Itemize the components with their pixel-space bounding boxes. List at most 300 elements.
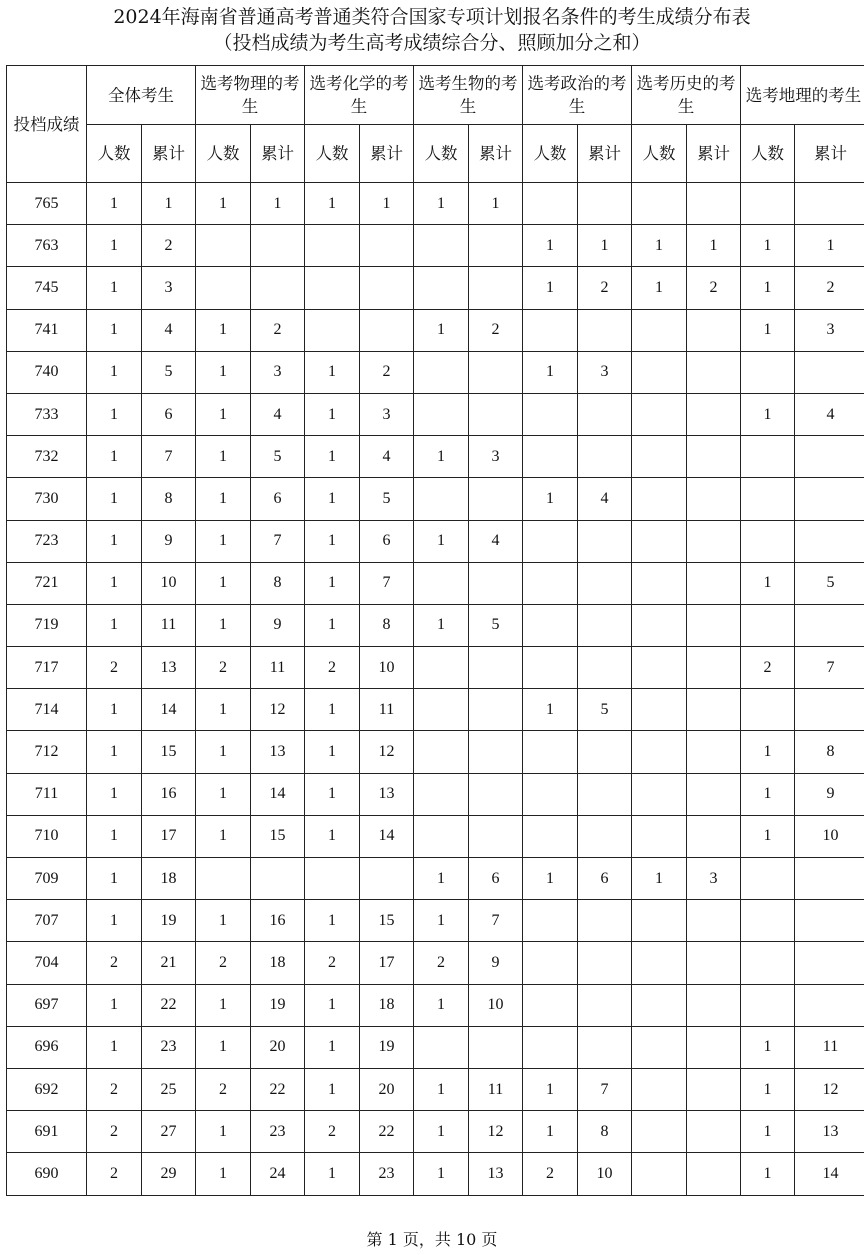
count-cell (414, 225, 469, 267)
count-cell: 1 (741, 731, 795, 773)
count-cell (305, 858, 360, 900)
cumulative-cell (578, 436, 632, 478)
count-cell (196, 225, 251, 267)
score-cell: 690 (7, 1153, 87, 1195)
cumulative-cell (578, 520, 632, 562)
cumulative-cell: 3 (687, 858, 741, 900)
cumulative-cell: 2 (687, 267, 741, 309)
score-cell: 723 (7, 520, 87, 562)
count-cell: 1 (741, 1068, 795, 1110)
count-cell (741, 858, 795, 900)
cumulative-cell: 3 (795, 309, 864, 351)
count-cell: 2 (414, 942, 469, 984)
count-cell: 1 (196, 773, 251, 815)
cumulative-cell: 10 (142, 562, 196, 604)
cumulative-cell: 9 (251, 604, 305, 646)
cumulative-cell (360, 267, 414, 309)
count-cell (196, 267, 251, 309)
cumulative-cell: 2 (469, 309, 523, 351)
count-cell: 1 (87, 520, 142, 562)
count-cell: 1 (414, 1068, 469, 1110)
cumulative-cell (578, 942, 632, 984)
count-cell: 1 (305, 1068, 360, 1110)
cumulative-cell: 1 (578, 225, 632, 267)
cumulative-cell (251, 267, 305, 309)
title-line-2: （投档成绩为考生高考成绩综合分、照顾加分之和） (213, 32, 651, 54)
cumulative-cell: 2 (251, 309, 305, 351)
count-cell (523, 731, 578, 773)
count-cell: 1 (196, 604, 251, 646)
cumulative-cell (795, 351, 864, 393)
cumulative-cell (469, 731, 523, 773)
cumulative-cell (687, 731, 741, 773)
cumulative-cell: 22 (360, 1111, 414, 1153)
cumulative-cell (360, 225, 414, 267)
count-cell: 1 (87, 225, 142, 267)
count-cell: 1 (196, 731, 251, 773)
cumulative-cell (687, 815, 741, 857)
document-title (0, 4, 864, 56)
count-cell: 1 (87, 351, 142, 393)
table-row (7, 520, 864, 562)
count-cell: 2 (196, 1068, 251, 1110)
cumulative-cell (469, 393, 523, 435)
cumulative-cell: 4 (142, 309, 196, 351)
cumulative-cell: 1 (251, 183, 305, 225)
cumulative-cell: 3 (469, 436, 523, 478)
count-cell: 1 (305, 689, 360, 731)
score-cell: 732 (7, 436, 87, 478)
cumulative-cell (469, 689, 523, 731)
count-cell: 1 (741, 309, 795, 351)
count-cell: 2 (87, 647, 142, 689)
count-cell: 1 (196, 309, 251, 351)
cumulative-cell: 11 (360, 689, 414, 731)
cumulative-cell: 3 (142, 267, 196, 309)
cumulative-column-header: 累计 (251, 125, 305, 183)
count-cell (632, 647, 687, 689)
cumulative-cell (795, 436, 864, 478)
cumulative-cell: 13 (251, 731, 305, 773)
cumulative-cell: 1 (469, 183, 523, 225)
count-cell (632, 562, 687, 604)
score-cell: 704 (7, 942, 87, 984)
count-cell (741, 351, 795, 393)
count-cell: 1 (414, 900, 469, 942)
count-cell (414, 647, 469, 689)
cumulative-cell: 23 (142, 1026, 196, 1068)
cumulative-cell: 5 (142, 351, 196, 393)
header-row-subcolumns (7, 125, 864, 183)
count-cell (632, 1153, 687, 1195)
count-cell (632, 942, 687, 984)
cumulative-cell (687, 1111, 741, 1153)
count-column-header: 人数 (741, 125, 795, 183)
count-cell (632, 478, 687, 520)
cumulative-cell: 11 (142, 604, 196, 646)
cumulative-cell (578, 1026, 632, 1068)
count-cell: 1 (305, 815, 360, 857)
cumulative-cell: 29 (142, 1153, 196, 1195)
cumulative-cell: 10 (469, 984, 523, 1026)
cumulative-cell (687, 520, 741, 562)
count-cell: 2 (196, 647, 251, 689)
cumulative-cell (469, 647, 523, 689)
count-cell: 1 (196, 562, 251, 604)
count-cell (414, 689, 469, 731)
cumulative-cell: 4 (360, 436, 414, 478)
cumulative-cell: 11 (251, 647, 305, 689)
cumulative-cell (795, 689, 864, 731)
count-cell: 1 (741, 225, 795, 267)
cumulative-cell: 15 (360, 900, 414, 942)
count-cell (741, 436, 795, 478)
cumulative-cell: 4 (578, 478, 632, 520)
cumulative-cell: 19 (251, 984, 305, 1026)
cumulative-column-header: 累计 (795, 125, 864, 183)
count-cell (305, 309, 360, 351)
count-cell: 1 (305, 604, 360, 646)
count-cell (632, 900, 687, 942)
cumulative-cell: 7 (142, 436, 196, 478)
cumulative-cell: 4 (251, 393, 305, 435)
cumulative-cell (687, 900, 741, 942)
count-cell: 2 (87, 942, 142, 984)
cumulative-cell: 5 (469, 604, 523, 646)
count-cell: 1 (196, 900, 251, 942)
count-cell (414, 351, 469, 393)
count-column-header: 人数 (305, 125, 360, 183)
count-cell: 1 (87, 689, 142, 731)
cumulative-cell (687, 689, 741, 731)
count-cell: 1 (87, 984, 142, 1026)
count-cell: 1 (523, 1068, 578, 1110)
count-cell (741, 604, 795, 646)
cumulative-cell (578, 731, 632, 773)
cumulative-cell: 1 (687, 225, 741, 267)
count-column-header: 人数 (414, 125, 469, 183)
count-cell: 1 (305, 351, 360, 393)
cumulative-cell: 12 (360, 731, 414, 773)
count-cell: 1 (196, 436, 251, 478)
count-cell (632, 689, 687, 731)
cumulative-cell (578, 773, 632, 815)
count-cell (523, 309, 578, 351)
count-column-header: 人数 (632, 125, 687, 183)
count-cell (523, 183, 578, 225)
cumulative-column-header: 累计 (469, 125, 523, 183)
count-cell: 1 (305, 562, 360, 604)
cumulative-cell: 14 (142, 689, 196, 731)
count-cell: 1 (741, 773, 795, 815)
count-cell (523, 773, 578, 815)
count-cell: 1 (196, 183, 251, 225)
count-cell (741, 520, 795, 562)
cumulative-cell: 20 (251, 1026, 305, 1068)
group-header: 选考历史的考生 (632, 66, 741, 125)
table-row (7, 647, 864, 689)
cumulative-cell (360, 858, 414, 900)
cumulative-cell: 23 (251, 1111, 305, 1153)
cumulative-cell: 10 (795, 815, 864, 857)
cumulative-cell: 17 (142, 815, 196, 857)
count-cell (523, 647, 578, 689)
count-cell (741, 942, 795, 984)
table-row (7, 183, 864, 225)
count-cell: 1 (196, 478, 251, 520)
cumulative-cell (687, 183, 741, 225)
count-cell (523, 604, 578, 646)
count-cell (741, 183, 795, 225)
table-row (7, 1068, 864, 1110)
score-cell: 740 (7, 351, 87, 393)
count-cell: 1 (87, 478, 142, 520)
count-cell (414, 562, 469, 604)
cumulative-cell: 2 (142, 225, 196, 267)
score-cell: 697 (7, 984, 87, 1026)
group-header: 选考政治的考生 (523, 66, 632, 125)
count-cell: 1 (87, 1026, 142, 1068)
cumulative-cell: 10 (578, 1153, 632, 1195)
count-cell: 1 (305, 520, 360, 562)
count-cell (414, 267, 469, 309)
count-cell: 1 (414, 520, 469, 562)
score-cell: 692 (7, 1068, 87, 1110)
count-cell: 1 (196, 520, 251, 562)
count-cell: 1 (741, 815, 795, 857)
score-cell: 765 (7, 183, 87, 225)
cumulative-cell (795, 604, 864, 646)
cumulative-cell: 2 (795, 267, 864, 309)
count-cell: 1 (523, 478, 578, 520)
count-cell: 1 (305, 773, 360, 815)
count-cell (305, 225, 360, 267)
count-cell (632, 520, 687, 562)
cumulative-cell: 25 (142, 1068, 196, 1110)
count-cell: 1 (305, 731, 360, 773)
cumulative-cell: 9 (142, 520, 196, 562)
cumulative-cell: 12 (795, 1068, 864, 1110)
table-row (7, 309, 864, 351)
cumulative-column-header: 累计 (360, 125, 414, 183)
cumulative-cell: 12 (469, 1111, 523, 1153)
count-cell: 1 (196, 815, 251, 857)
count-cell (632, 815, 687, 857)
count-cell (414, 815, 469, 857)
table-row (7, 393, 864, 435)
table-row (7, 1153, 864, 1195)
cumulative-cell (469, 815, 523, 857)
table-row (7, 689, 864, 731)
group-header: 全体考生 (87, 66, 196, 125)
count-cell (741, 689, 795, 731)
count-cell (523, 393, 578, 435)
cumulative-cell: 9 (469, 942, 523, 984)
cumulative-cell: 5 (578, 689, 632, 731)
cumulative-cell: 8 (795, 731, 864, 773)
cumulative-cell (578, 183, 632, 225)
cumulative-cell (578, 647, 632, 689)
count-cell (523, 562, 578, 604)
table-row (7, 351, 864, 393)
count-cell: 1 (196, 1153, 251, 1195)
cumulative-cell (360, 309, 414, 351)
count-cell (196, 858, 251, 900)
score-cell: 741 (7, 309, 87, 351)
count-cell: 2 (741, 647, 795, 689)
group-header: 选考生物的考生 (414, 66, 523, 125)
cumulative-cell: 7 (251, 520, 305, 562)
cumulative-cell (687, 393, 741, 435)
count-cell (414, 393, 469, 435)
table-row (7, 858, 864, 900)
cumulative-cell: 18 (142, 858, 196, 900)
cumulative-cell: 6 (469, 858, 523, 900)
cumulative-cell: 8 (251, 562, 305, 604)
cumulative-cell (795, 478, 864, 520)
cumulative-cell (251, 858, 305, 900)
count-cell (632, 984, 687, 1026)
count-cell: 1 (414, 1153, 469, 1195)
cumulative-cell (469, 478, 523, 520)
cumulative-cell: 7 (578, 1068, 632, 1110)
count-cell: 1 (305, 393, 360, 435)
count-cell: 2 (523, 1153, 578, 1195)
count-cell (632, 731, 687, 773)
group-header: 选考地理的考生 (741, 66, 864, 125)
count-cell: 1 (87, 267, 142, 309)
count-cell (632, 183, 687, 225)
score-cell: 709 (7, 858, 87, 900)
cumulative-cell (687, 478, 741, 520)
cumulative-cell: 13 (142, 647, 196, 689)
cumulative-cell (687, 647, 741, 689)
cumulative-cell: 5 (795, 562, 864, 604)
count-cell: 1 (523, 351, 578, 393)
cumulative-column-header: 累计 (578, 125, 632, 183)
count-cell: 1 (305, 1153, 360, 1195)
cumulative-cell: 3 (360, 393, 414, 435)
count-cell: 1 (523, 858, 578, 900)
cumulative-cell: 11 (795, 1026, 864, 1068)
cumulative-cell: 21 (142, 942, 196, 984)
cumulative-cell (469, 1026, 523, 1068)
table-row (7, 478, 864, 520)
count-cell: 1 (196, 984, 251, 1026)
cumulative-cell: 15 (251, 815, 305, 857)
count-cell (523, 984, 578, 1026)
count-cell: 1 (87, 815, 142, 857)
count-cell: 2 (196, 942, 251, 984)
count-cell (741, 478, 795, 520)
count-cell (632, 1111, 687, 1153)
table-row (7, 900, 864, 942)
page-footer: 第 1 页，共 10 页 (366, 1230, 498, 1249)
count-cell (523, 520, 578, 562)
count-cell (523, 942, 578, 984)
score-cell: 745 (7, 267, 87, 309)
count-cell: 1 (305, 478, 360, 520)
cumulative-cell: 18 (251, 942, 305, 984)
count-cell (414, 1026, 469, 1068)
count-cell: 1 (305, 900, 360, 942)
cumulative-cell: 2 (360, 351, 414, 393)
cumulative-cell (687, 984, 741, 1026)
cumulative-cell: 6 (251, 478, 305, 520)
count-cell (523, 815, 578, 857)
cumulative-cell: 8 (578, 1111, 632, 1153)
cumulative-cell (578, 309, 632, 351)
table-row (7, 267, 864, 309)
count-cell (632, 309, 687, 351)
count-cell: 1 (305, 1026, 360, 1068)
count-cell: 1 (741, 267, 795, 309)
cumulative-cell: 16 (142, 773, 196, 815)
count-cell (523, 1026, 578, 1068)
cumulative-cell (469, 267, 523, 309)
count-cell: 2 (87, 1068, 142, 1110)
count-cell: 1 (305, 436, 360, 478)
score-cell: 714 (7, 689, 87, 731)
cumulative-cell (469, 351, 523, 393)
table-row (7, 942, 864, 984)
cumulative-cell: 1 (795, 225, 864, 267)
cumulative-cell: 6 (578, 858, 632, 900)
count-cell: 1 (523, 267, 578, 309)
score-cell: 691 (7, 1111, 87, 1153)
cumulative-cell (687, 604, 741, 646)
cumulative-cell (795, 520, 864, 562)
count-cell: 1 (741, 393, 795, 435)
count-cell (632, 773, 687, 815)
count-cell: 1 (414, 183, 469, 225)
cumulative-cell: 9 (795, 773, 864, 815)
cumulative-cell (795, 858, 864, 900)
cumulative-column-header: 累计 (142, 125, 196, 183)
count-cell: 1 (523, 689, 578, 731)
count-cell: 2 (305, 647, 360, 689)
count-cell: 1 (305, 183, 360, 225)
count-cell: 2 (305, 1111, 360, 1153)
count-cell: 1 (414, 309, 469, 351)
score-column-header: 投档成绩 (7, 66, 87, 183)
count-cell (632, 393, 687, 435)
cumulative-cell (687, 351, 741, 393)
header-row-groups (7, 66, 864, 125)
cumulative-cell (687, 1068, 741, 1110)
cumulative-cell: 2 (578, 267, 632, 309)
table-row (7, 562, 864, 604)
cumulative-column-header: 累计 (687, 125, 741, 183)
cumulative-cell (795, 942, 864, 984)
table-row (7, 1111, 864, 1153)
count-cell (632, 604, 687, 646)
count-cell: 1 (414, 1111, 469, 1153)
count-cell: 1 (632, 858, 687, 900)
cumulative-cell: 24 (251, 1153, 305, 1195)
count-cell: 1 (523, 1111, 578, 1153)
cumulative-cell: 5 (251, 436, 305, 478)
cumulative-cell: 13 (795, 1111, 864, 1153)
table-row (7, 436, 864, 478)
count-cell: 1 (87, 773, 142, 815)
table-row (7, 604, 864, 646)
group-header: 选考化学的考生 (305, 66, 414, 125)
count-cell (414, 478, 469, 520)
count-cell: 1 (196, 1026, 251, 1068)
count-cell: 1 (87, 604, 142, 646)
count-cell (523, 900, 578, 942)
